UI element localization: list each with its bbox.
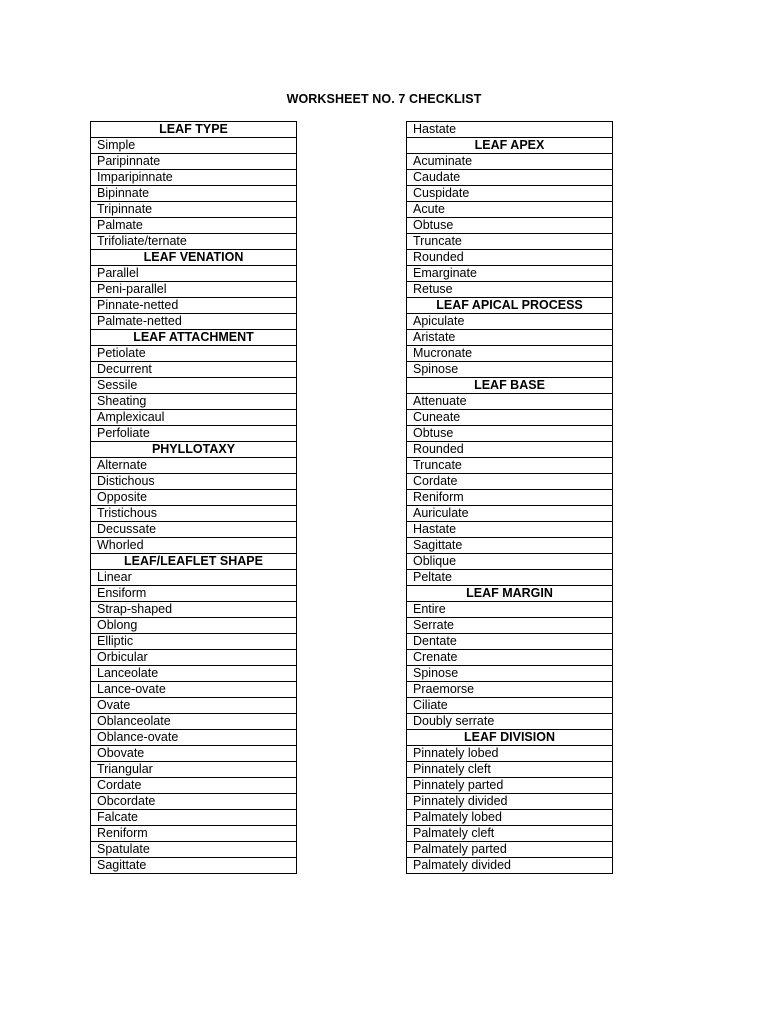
checklist-row <box>407 826 613 842</box>
checklist-row <box>91 186 297 202</box>
page-title: WORKSHEET NO. 7 CHECKLIST <box>286 92 482 106</box>
checklist-row <box>407 778 613 794</box>
section-header-row <box>91 442 297 458</box>
checklist-item: Cordate <box>407 474 613 490</box>
checklist-row <box>407 618 613 634</box>
checklist-item: Oblanceolate <box>91 714 297 730</box>
section-header: LEAF DIVISION <box>407 730 613 746</box>
checklist-item: Palmately divided <box>407 858 613 874</box>
section-header-row <box>91 330 297 346</box>
checklist-row <box>407 650 613 666</box>
checklist-row <box>91 858 297 874</box>
checklist-item: Cordate <box>91 778 297 794</box>
checklist-row <box>91 394 297 410</box>
checklist-row <box>407 410 613 426</box>
section-header: LEAF APICAL PROCESS <box>407 298 613 314</box>
checklist-item: Decussate <box>91 522 297 538</box>
checklist-row <box>91 794 297 810</box>
checklist-item: Oblique <box>407 554 613 570</box>
section-header: LEAF VENATION <box>91 250 297 266</box>
checklist-item: Ciliate <box>407 698 613 714</box>
checklist-item: Reniform <box>407 490 613 506</box>
checklist-row <box>407 538 613 554</box>
checklist-row <box>407 266 613 282</box>
checklist-row <box>91 762 297 778</box>
checklist-body-left <box>91 122 297 874</box>
checklist-item: Cuneate <box>407 410 613 426</box>
checklist-item: Perfoliate <box>91 426 297 442</box>
checklist-item: Linear <box>91 570 297 586</box>
checklist-item: Oblong <box>91 618 297 634</box>
checklist-row <box>407 842 613 858</box>
checklist-row <box>91 410 297 426</box>
checklist-item: Auriculate <box>407 506 613 522</box>
checklist-row <box>407 490 613 506</box>
checklist-row <box>91 746 297 762</box>
checklist-item: Imparipinnate <box>91 170 297 186</box>
checklist-row <box>91 154 297 170</box>
checklist-item: Praemorse <box>407 682 613 698</box>
checklist-item: Serrate <box>407 618 613 634</box>
section-header: PHYLLOTAXY <box>91 442 297 458</box>
checklist-row <box>91 202 297 218</box>
checklist-row <box>91 602 297 618</box>
checklist-item: Palmate <box>91 218 297 234</box>
checklist-row <box>91 618 297 634</box>
checklist-row <box>91 682 297 698</box>
section-header: LEAF APEX <box>407 138 613 154</box>
checklist-item: Peni-parallel <box>91 282 297 298</box>
checklist-item: Palmate-netted <box>91 314 297 330</box>
checklist-item: Amplexicaul <box>91 410 297 426</box>
checklist-item: Palmately parted <box>407 842 613 858</box>
checklist-row <box>407 554 613 570</box>
checklist-row <box>407 186 613 202</box>
checklist-row <box>91 810 297 826</box>
checklist-row <box>91 698 297 714</box>
section-header-row <box>407 378 613 394</box>
checklist-item: Spinose <box>407 362 613 378</box>
checklist-row <box>91 826 297 842</box>
checklist-row <box>91 730 297 746</box>
checklist-row <box>91 634 297 650</box>
checklist-row <box>407 442 613 458</box>
checklist-row <box>91 842 297 858</box>
checklist-item: Obtuse <box>407 218 613 234</box>
checklist-row <box>91 778 297 794</box>
checklist-item: Ensiform <box>91 586 297 602</box>
checklist-row <box>91 346 297 362</box>
checklist-row <box>91 282 297 298</box>
checklist-item: Aristate <box>407 330 613 346</box>
checklist-item: Palmately lobed <box>407 810 613 826</box>
checklist-row <box>407 746 613 762</box>
section-header-row <box>91 250 297 266</box>
checklist-item: Elliptic <box>91 634 297 650</box>
checklist-item: Bipinnate <box>91 186 297 202</box>
checklist-item: Trifoliate/ternate <box>91 234 297 250</box>
checklist-item: Emarginate <box>407 266 613 282</box>
section-header-row <box>91 122 297 138</box>
checklist-row <box>91 506 297 522</box>
checklist-row <box>407 234 613 250</box>
checklist-row <box>91 362 297 378</box>
checklist-item: Dentate <box>407 634 613 650</box>
checklist-item: Sheating <box>91 394 297 410</box>
checklist-row <box>407 698 613 714</box>
checklist-row <box>407 218 613 234</box>
checklist-item: Peltate <box>407 570 613 586</box>
section-header: LEAF MARGIN <box>407 586 613 602</box>
checklist-item: Lance-ovate <box>91 682 297 698</box>
checklist-row <box>91 170 297 186</box>
checklist-item: Sessile <box>91 378 297 394</box>
section-header-row <box>407 730 613 746</box>
checklist-item: Hastate <box>407 522 613 538</box>
checklist-row <box>407 362 613 378</box>
checklist-row <box>91 474 297 490</box>
checklist-item: Sagittate <box>91 858 297 874</box>
section-header-row <box>407 586 613 602</box>
checklist-item: Lanceolate <box>91 666 297 682</box>
checklist-row <box>407 346 613 362</box>
section-header: LEAF ATTACHMENT <box>91 330 297 346</box>
checklist-item: Whorled <box>91 538 297 554</box>
checklist-row <box>91 570 297 586</box>
section-header: LEAF TYPE <box>91 122 297 138</box>
checklist-item: Retuse <box>407 282 613 298</box>
checklist-item: Truncate <box>407 458 613 474</box>
checklist-item: Strap-shaped <box>91 602 297 618</box>
checklist-item: Pinnately parted <box>407 778 613 794</box>
checklist-row <box>91 378 297 394</box>
checklist-item: Pinnate-netted <box>91 298 297 314</box>
checklist-item: Tristichous <box>91 506 297 522</box>
section-header: LEAF/LEAFLET SHAPE <box>91 554 297 570</box>
checklist-item: Orbicular <box>91 650 297 666</box>
checklist-item: Obovate <box>91 746 297 762</box>
checklist-item: Entire <box>407 602 613 618</box>
checklist-item: Doubly serrate <box>407 714 613 730</box>
checklist-row <box>407 858 613 874</box>
checklist-row <box>91 586 297 602</box>
checklist-item: Decurrent <box>91 362 297 378</box>
checklist-row <box>407 426 613 442</box>
checklist-item: Spinose <box>407 666 613 682</box>
checklist-item: Simple <box>91 138 297 154</box>
checklist-item: Acuminate <box>407 154 613 170</box>
checklist-row <box>91 522 297 538</box>
checklist-item: Hastate <box>407 122 613 138</box>
checklist-item: Cuspidate <box>407 186 613 202</box>
checklist-item: Apiculate <box>407 314 613 330</box>
checklist-item: Alternate <box>91 458 297 474</box>
checklist-item: Caudate <box>407 170 613 186</box>
checklist-row <box>91 538 297 554</box>
checklist-row <box>91 298 297 314</box>
checklist-row <box>407 522 613 538</box>
checklist-row <box>407 506 613 522</box>
checklist-item: Obtuse <box>407 426 613 442</box>
checklist-table-left <box>90 121 297 874</box>
checklist-row <box>91 234 297 250</box>
checklist-item: Reniform <box>91 826 297 842</box>
checklist-item: Obcordate <box>91 794 297 810</box>
checklist-row <box>407 122 613 138</box>
checklist-item: Rounded <box>407 442 613 458</box>
checklist-item: Tripinnate <box>91 202 297 218</box>
checklist-row <box>407 330 613 346</box>
checklist-row <box>91 218 297 234</box>
checklist-row <box>91 666 297 682</box>
checklist-row <box>407 634 613 650</box>
checklist-row <box>407 762 613 778</box>
checklist-item: Pinnately divided <box>407 794 613 810</box>
checklist-row <box>407 602 613 618</box>
section-header-row <box>407 138 613 154</box>
checklist-row <box>91 138 297 154</box>
checklist-item: Parallel <box>91 266 297 282</box>
checklist-row <box>407 170 613 186</box>
checklist-row <box>407 154 613 170</box>
section-header-row <box>91 554 297 570</box>
checklist-item: Palmately cleft <box>407 826 613 842</box>
checklist-row <box>91 266 297 282</box>
checklist-item: Crenate <box>407 650 613 666</box>
checklist-item: Distichous <box>91 474 297 490</box>
checklist-item: Acute <box>407 202 613 218</box>
checklist-row <box>91 650 297 666</box>
checklist-row <box>407 394 613 410</box>
checklist-item: Paripinnate <box>91 154 297 170</box>
checklist-row <box>91 458 297 474</box>
checklist-row <box>407 714 613 730</box>
checklist-row <box>91 426 297 442</box>
checklist-row <box>407 314 613 330</box>
section-header-row <box>407 298 613 314</box>
checklist-row <box>407 282 613 298</box>
checklist-row <box>407 458 613 474</box>
checklist-table-right <box>406 121 613 874</box>
checklist-row <box>407 794 613 810</box>
checklist-row <box>407 474 613 490</box>
checklist-item: Rounded <box>407 250 613 266</box>
checklist-item: Pinnately lobed <box>407 746 613 762</box>
checklist-row <box>91 714 297 730</box>
checklist-row <box>91 314 297 330</box>
checklist-body-right <box>407 122 613 874</box>
checklist-row <box>91 490 297 506</box>
checklist-item: Ovate <box>91 698 297 714</box>
checklist-item: Petiolate <box>91 346 297 362</box>
checklist-item: Mucronate <box>407 346 613 362</box>
checklist-item: Sagittate <box>407 538 613 554</box>
checklist-item: Oblance-ovate <box>91 730 297 746</box>
checklist-item: Pinnately cleft <box>407 762 613 778</box>
checklist-row <box>407 810 613 826</box>
checklist-row <box>407 682 613 698</box>
checklist-item: Opposite <box>91 490 297 506</box>
checklist-item: Falcate <box>91 810 297 826</box>
checklist-row <box>407 202 613 218</box>
checklist-item: Spatulate <box>91 842 297 858</box>
checklist-row <box>407 570 613 586</box>
checklist-item: Triangular <box>91 762 297 778</box>
checklist-row <box>407 250 613 266</box>
checklist-item: Attenuate <box>407 394 613 410</box>
checklist-row <box>407 666 613 682</box>
checklist-item: Truncate <box>407 234 613 250</box>
section-header: LEAF BASE <box>407 378 613 394</box>
